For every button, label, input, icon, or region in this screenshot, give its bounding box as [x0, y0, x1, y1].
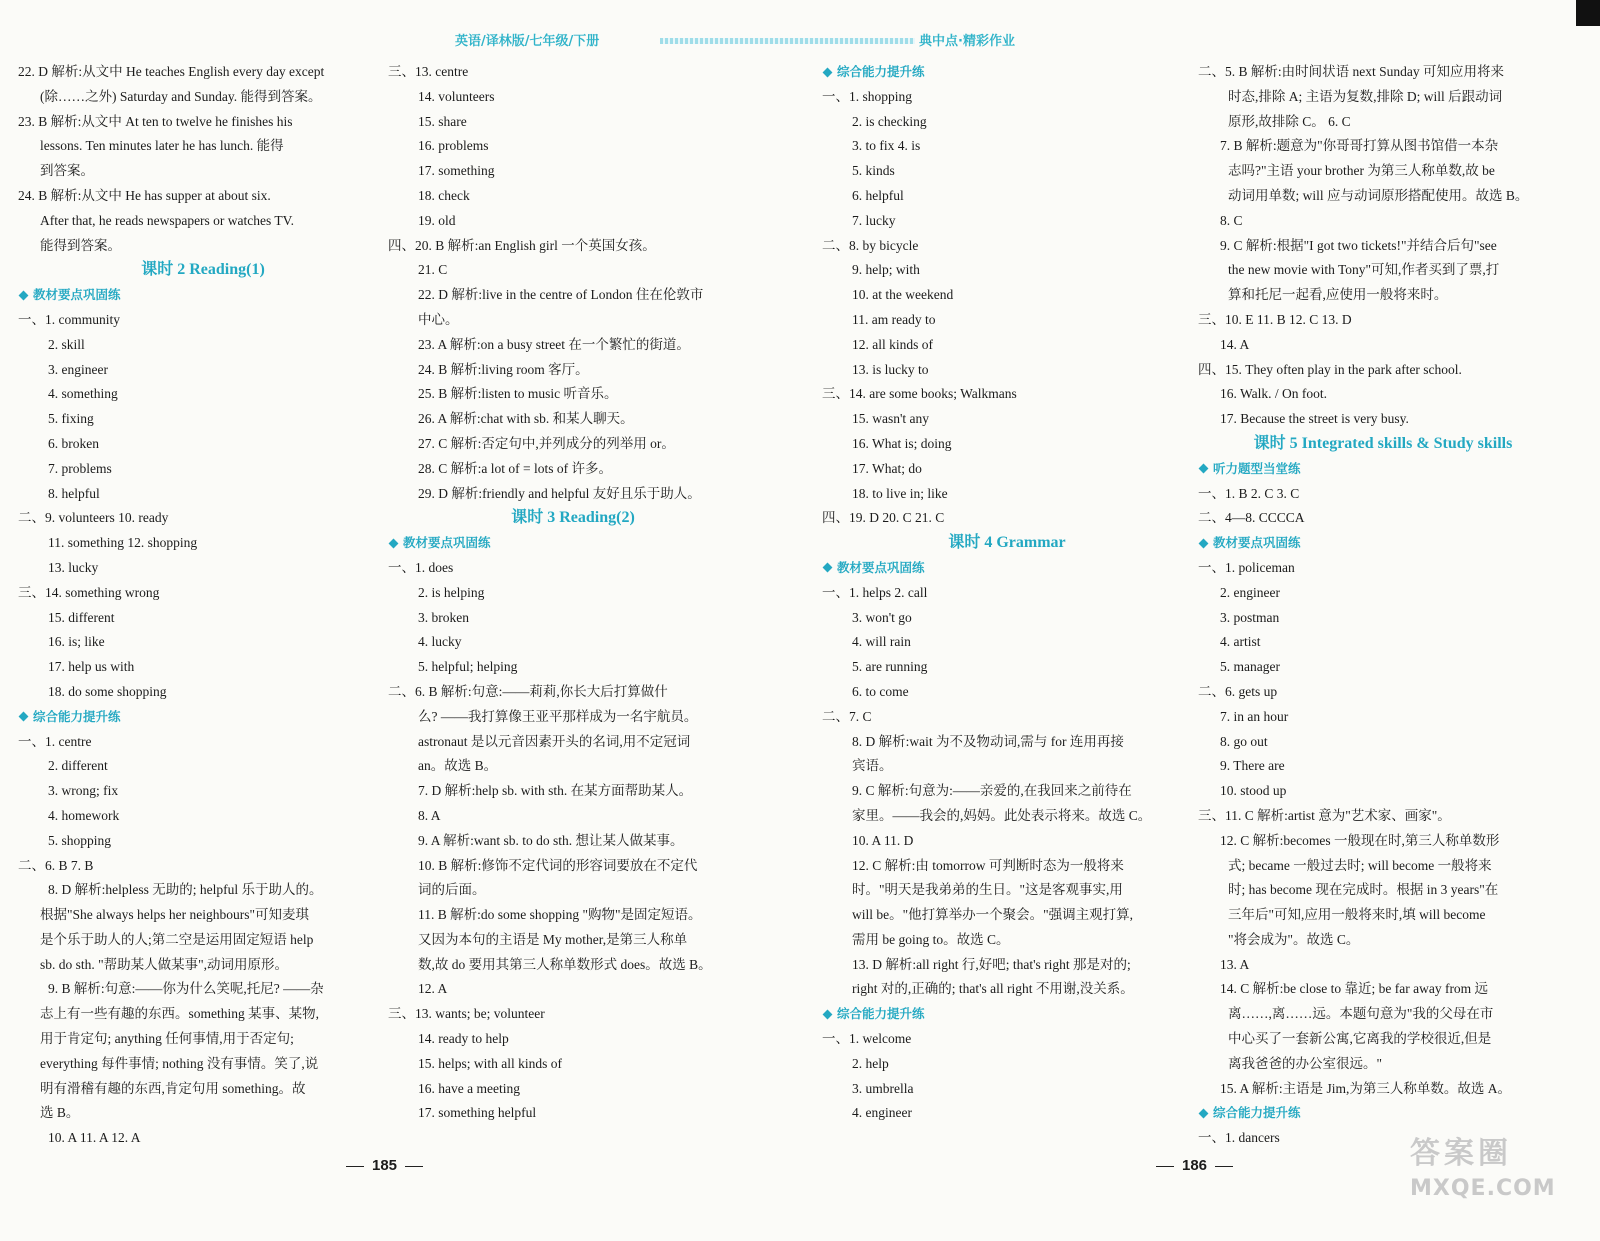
answer-line: 13. A — [1220, 956, 1250, 972]
answer-line: 二、9. volunteers 10. ready — [18, 510, 169, 526]
answer-line: 4. engineer — [852, 1105, 912, 1121]
answer-line: 又因为本句的主语是 My mother,是第三人称单 — [418, 931, 688, 947]
answer-line: 5. kinds — [852, 163, 895, 179]
answer-line: 家里。——我会的,妈妈。此处表示将来。故选 C。 — [852, 807, 1152, 823]
answer-line: 10. at the weekend — [852, 287, 954, 303]
answer-line: 22. D 解析:从文中 He teaches English every day except — [18, 64, 325, 79]
answer-line: 4. homework — [48, 807, 120, 823]
answer-line: 二、6. B 解析:句意:——莉莉,你长大后打算做什 — [388, 683, 668, 699]
answer-line: 二、7. C — [822, 708, 872, 724]
answer-line: 26. A 解析:chat with sb. 和某人聊天。 — [418, 411, 634, 427]
answer-line: 27. C 解析:否定句中,并列成分的列举用 or。 — [418, 435, 675, 451]
answer-line: 16. Walk. / On foot. — [1220, 386, 1328, 402]
answer-line: 三、13. centre — [388, 64, 469, 79]
answer-line: 12. C 解析:becomes 一般现在时,第三人称单数形 — [1220, 832, 1500, 848]
answer-line: 23. A 解析:on a busy street 在一个繁忙的街道。 — [418, 336, 690, 352]
scan-corner-mark — [1576, 0, 1600, 26]
lesson-title: 课时 3 Reading(2) — [511, 509, 635, 527]
answer-line: 11. am ready to — [852, 311, 936, 327]
page-number-185: 185 — [372, 1157, 398, 1174]
answer-line: 8. A — [418, 807, 441, 823]
answer-line: After that, he reads newspapers or watches TV. — [40, 212, 295, 228]
answer-column-4 — [1198, 60, 1568, 1151]
answer-line: 志上有一些有趣的东西。something 某事、某物, — [40, 1006, 319, 1022]
answer-line: everything 每件事情; nothing 没有事情。笑了,说 — [40, 1055, 319, 1071]
answer-line: 宾语。 — [852, 758, 893, 774]
answer-line: 四、19. D 20. C 21. C — [822, 510, 945, 526]
answer-line: 4. will rain — [852, 634, 911, 650]
answer-line: 5. helpful; helping — [418, 659, 518, 675]
answer-line: 一、1. centre — [18, 733, 92, 749]
answer-line: 17. something — [418, 163, 495, 179]
answer-line: 2. engineer — [1220, 584, 1280, 600]
answer-line: 二、4—8. CCCCA — [1198, 510, 1305, 526]
answer-line: 二、5. B 解析:由时间状语 next Sunday 可知应用将来 — [1198, 64, 1504, 79]
answer-line: 28. C 解析:a lot of = lots of 许多。 — [418, 460, 612, 476]
header-decorative-bar — [660, 38, 915, 44]
answer-line: 四、15. They often play in the park after school. — [1198, 361, 1462, 377]
section-heading-text: 教材要点巩固练 — [403, 535, 491, 551]
answer-line: 一、1. shopping — [822, 88, 913, 104]
page-number-186: 186 — [1182, 1157, 1208, 1174]
section-heading-text: 综合能力提升练 — [837, 1006, 925, 1022]
answer-line: 需用 be going to。故选 C。 — [852, 931, 1010, 947]
answer-line: 二、8. by bicycle — [822, 237, 919, 253]
answer-line: 8. D 解析:helpless 无助的; helpful 乐于助人的。 — [48, 882, 323, 898]
answer-line: will be。"他打算举办一个聚会。"强调主观打算, — [852, 907, 1134, 923]
diamond-icon — [1199, 1109, 1209, 1119]
answer-line: 10. B 解析:修饰不定代词的形容词要放在不定代 — [418, 857, 698, 873]
answer-line: 12. C 解析:由 tomorrow 可判断时态为一般将来 — [852, 857, 1124, 873]
answer-line: 17. Because the street is very busy. — [1220, 411, 1409, 427]
answer-line: 8. C — [1220, 212, 1243, 228]
answer-line: 一、1. helps 2. call — [822, 584, 928, 600]
answer-line: 5. shopping — [48, 832, 112, 848]
answer-line: 3. broken — [418, 609, 469, 625]
section-heading — [18, 283, 388, 308]
answer-line: 12. A — [418, 981, 448, 997]
answer-line: 12. all kinds of — [852, 336, 933, 352]
answer-line: 11. something 12. shopping — [48, 535, 198, 551]
section-heading — [822, 1002, 1192, 1027]
answer-line: 10. A 11. D — [852, 832, 914, 848]
answer-line: 动词用单数; will 应与动词原形搭配使用。故选 B。 — [1228, 187, 1529, 203]
answer-line: 一、1. policeman — [1198, 559, 1295, 575]
answer-line: 24. B 解析:从文中 He has supper at about six. — [18, 187, 271, 203]
header-series: 典中点·精彩作业 — [919, 34, 1015, 49]
lesson-title: 课时 5 Integrated skills & Study skills — [1253, 434, 1513, 452]
answer-line: 三年后"可知,应用一般将来时,填 will become — [1228, 907, 1486, 923]
answer-line: 原形,故排除 C。 6. C — [1228, 113, 1351, 129]
answer-line: 四、20. B 解析:an English girl 一个英国女孩。 — [388, 237, 656, 253]
answer-line: 5. fixing — [48, 411, 94, 427]
answer-line: 式; became 一般过去时; will become 一般将来 — [1228, 857, 1492, 873]
answer-line: 6. helpful — [852, 187, 904, 203]
answer-line: 么? ——我打算像王亚平那样成为一名宇航员。 — [418, 708, 698, 724]
section-heading-text: 教材要点巩固练 — [837, 559, 925, 575]
answer-line: an。故选 B。 — [418, 758, 498, 774]
header-subject: 英语/译林版/七年级/下册 — [455, 34, 600, 49]
answer-line: 15. A 解析:主语是 Jim,为第三人称单数。故选 A。 — [1220, 1080, 1512, 1096]
answer-line: 3. won't go — [852, 609, 912, 625]
answer-line: right 对的,正确的; that's all right 不用谢,没关系。 — [852, 981, 1134, 997]
answer-line: 15. wasn't any — [852, 411, 930, 427]
answer-line: 一、1. B 2. C 3. C — [1198, 485, 1300, 501]
answer-line: 3. umbrella — [852, 1080, 914, 1096]
answer-line: 24. B 解析:living room 客厅。 — [418, 361, 589, 377]
answer-line: 22. D 解析:live in the centre of London 住在伦敦市 — [418, 287, 704, 303]
answer-line: 16. is; like — [48, 634, 105, 650]
diamond-icon — [1199, 538, 1209, 548]
answer-line: 5. are running — [852, 659, 928, 675]
answer-line: 三、14. are some books; Walkmans — [822, 386, 1017, 402]
diamond-icon — [1199, 464, 1209, 474]
section-heading-text: 综合能力提升练 — [1213, 1105, 1301, 1121]
answer-line: 二、6. gets up — [1198, 683, 1278, 699]
page-number-left — [338, 1157, 431, 1174]
answer-line: 一、1. does — [388, 559, 454, 575]
answer-line: 2. is checking — [852, 113, 927, 129]
answer-line: 二、6. B 7. B — [18, 857, 94, 873]
answer-line: 2. help — [852, 1055, 889, 1071]
diamond-icon — [823, 67, 833, 77]
answer-line: 7. problems — [48, 460, 112, 476]
answer-line: 选 B。 — [40, 1105, 80, 1121]
answer-line: 6. to come — [852, 683, 909, 699]
section-heading-text: 综合能力提升练 — [837, 64, 925, 79]
answer-line: 离……,离……远。本题句意为"我的父母在市 — [1228, 1006, 1494, 1022]
answer-line: 是个乐于助人的人;第二空是运用固定短语 help — [40, 931, 314, 947]
diamond-icon — [823, 563, 833, 573]
section-heading — [1198, 457, 1568, 482]
section-heading — [822, 556, 1192, 581]
answer-line: 9. help; with — [852, 262, 920, 278]
answer-line: 10. stood up — [1220, 783, 1287, 799]
answer-line: 4. something — [48, 386, 118, 402]
page-number-right — [1148, 1157, 1241, 1174]
answer-column-2 — [388, 60, 758, 1126]
answer-line: 9. C 解析:句意为:——亲爱的,在我回来之前待在 — [852, 783, 1132, 799]
section-heading — [18, 705, 388, 730]
answer-line: 2. different — [48, 758, 108, 774]
lesson-title: 课时 4 Grammar — [948, 534, 1066, 552]
answer-line: 13. D 解析:all right 行,好吧; that's right 那是对的; — [852, 956, 1131, 972]
answer-line: 13. is lucky to — [852, 361, 929, 377]
lesson-title: 课时 2 Reading(1) — [141, 261, 265, 279]
answer-line: 17. help us with — [48, 659, 135, 675]
answer-line: 6. broken — [48, 435, 99, 451]
answer-line: 18. do some shopping — [48, 683, 167, 699]
answer-column-3 — [822, 60, 1192, 1126]
answer-line: 9. A 解析:want sb. to do sth. 想让某人做某事。 — [418, 832, 684, 848]
answer-line: 三、14. something wrong — [18, 584, 160, 600]
answer-line: 7. B 解析:题意为"你哥哥打算从图书馆借一本杂 — [1220, 138, 1499, 154]
section-heading-text: 教材要点巩固练 — [33, 287, 121, 303]
answer-line: 8. D 解析:wait 为不及物动词,需与 for 连用再接 — [852, 733, 1124, 749]
answer-line: 三、10. E 11. B 12. C 13. D — [1198, 311, 1352, 327]
answer-line: 到答案。 — [40, 163, 94, 179]
section-heading — [822, 60, 1192, 85]
section-heading-text: 综合能力提升练 — [33, 708, 121, 724]
answer-line: 算和托尼一起看,应使用一般将来时。 — [1228, 287, 1448, 303]
answer-line: 11. B 解析:do some shopping "购物"是固定短语。 — [418, 907, 702, 923]
answer-line: 三、11. C 解析:artist 意为"艺术家、画家"。 — [1198, 807, 1451, 823]
answer-line: 3. wrong; fix — [48, 783, 119, 799]
answer-line: 29. D 解析:friendly and helpful 友好且乐于助人。 — [418, 485, 701, 501]
answer-column-1 — [18, 60, 388, 1151]
answer-line: (除……之外) Saturday and Sunday. 能得到答案。 — [40, 88, 322, 104]
answer-line: 5. manager — [1220, 659, 1280, 675]
answer-line: 15. different — [48, 609, 115, 625]
answer-line: 21. C — [418, 262, 448, 278]
answer-line: 18. check — [418, 187, 470, 203]
section-heading — [388, 531, 758, 556]
answer-line: 词的后面。 — [418, 882, 486, 898]
answer-line: 19. old — [418, 212, 456, 228]
answer-line: lessons. Ten minutes later he has lunch. 能得 — [40, 138, 284, 154]
answer-line: 18. to live in; like — [852, 485, 948, 501]
answer-line: 3. to fix 4. is — [852, 138, 921, 154]
answer-line: 一、1. community — [18, 311, 120, 327]
diamond-icon — [19, 290, 29, 300]
answer-line: 10. A 11. A 12. A — [48, 1130, 141, 1146]
answer-line: 三、13. wants; be; volunteer — [388, 1006, 545, 1022]
answer-line: 一、1. welcome — [822, 1031, 912, 1047]
answer-line: 时。"明天是我弟弟的生日。"这是客观事实,用 — [852, 882, 1123, 898]
answer-line: the new movie with Tony"可知,作者买到了票,打 — [1228, 262, 1500, 278]
answer-line: 7. in an hour — [1220, 708, 1289, 724]
answer-line: 根据"She always helps her neighbours"可知麦琪 — [40, 907, 309, 923]
section-heading-text: 听力题型当堂练 — [1213, 460, 1301, 476]
answer-line: 时; has become 现在完成时。根据 in 3 years"在 — [1228, 882, 1499, 898]
answer-line: 8. helpful — [48, 485, 100, 501]
section-heading-text: 教材要点巩固练 — [1213, 535, 1301, 551]
answer-line: 17. something helpful — [418, 1105, 537, 1121]
answer-line: 4. lucky — [418, 634, 462, 650]
answer-line: 4. artist — [1220, 634, 1261, 650]
answer-line: 3. engineer — [48, 361, 108, 377]
answer-line: 14. C 解析:be close to 靠近; be far away from 远 — [1220, 981, 1489, 997]
diamond-icon — [389, 538, 399, 548]
answer-line: 14. ready to help — [418, 1031, 509, 1047]
answer-line: 16. have a meeting — [418, 1080, 520, 1096]
watermark-url: MXQE.COM — [1410, 1176, 1556, 1201]
answer-line: 16. problems — [418, 138, 489, 154]
answer-line: 7. lucky — [852, 212, 896, 228]
watermark-logo — [1402, 1128, 1570, 1206]
answer-line: 2. skill — [48, 336, 85, 352]
answer-line: 13. lucky — [48, 559, 99, 575]
answer-line: 9. C 解析:根据"I got two tickets!"并结合后句"see — [1220, 237, 1497, 253]
section-heading — [1198, 531, 1568, 556]
answer-line: sb. do sth. "帮助某人做某事",动词用原形。 — [40, 956, 289, 972]
diamond-icon — [823, 1009, 833, 1019]
answer-line: 14. volunteers — [418, 88, 495, 104]
answer-line: 离我爸爸的办公室很远。" — [1228, 1055, 1383, 1071]
answer-line: 15. share — [418, 113, 467, 129]
diamond-icon — [19, 712, 29, 722]
answer-line: 25. B 解析:listen to music 听音乐。 — [418, 386, 618, 402]
answer-line: 志吗?"主语 your brother 为第三人称单数,故 be — [1228, 163, 1495, 179]
answer-line: 14. A — [1220, 336, 1250, 352]
answer-line: 17. What; do — [852, 460, 922, 476]
running-header — [455, 30, 1015, 48]
answer-line: 23. B 解析:从文中 At ten to twelve he finishes his — [18, 113, 293, 129]
answer-line: 中心。 — [418, 311, 459, 327]
answer-line: 7. D 解析:help sb. with sth. 在某方面帮助某人。 — [418, 783, 693, 799]
answer-line: 9. B 解析:句意:——你为什么笑呢,托尼? ——杂 — [48, 981, 324, 997]
answer-line: "将会成为"。故选 C。 — [1228, 931, 1360, 947]
answer-line: astronaut 是以元音因素开头的名词,用不定冠词 — [418, 733, 691, 749]
answer-line: 16. What is; doing — [852, 435, 952, 451]
answer-line: 时态,排除 A; 主语为复数,排除 D; will 后跟动词 — [1228, 88, 1503, 104]
answer-line: 8. go out — [1220, 733, 1268, 749]
answer-line: 2. is helping — [418, 584, 485, 600]
answer-line: 一、1. dancers — [1198, 1130, 1280, 1146]
answer-line: 中心买了一套新公寓,它离我的学校很近,但是 — [1228, 1031, 1492, 1047]
answer-line: 15. helps; with all kinds of — [418, 1055, 562, 1071]
answer-line: 数,故 do 要用其第三人称单数形式 does。故选 B。 — [418, 956, 712, 972]
answer-line: 3. postman — [1220, 609, 1280, 625]
answer-line: 能得到答案。 — [40, 237, 121, 253]
answer-line: 明有滑稽有趣的东西,肯定句用 something。故 — [40, 1080, 306, 1096]
answer-line: 用于肯定句; anything 任何事情,用于否定句; — [40, 1031, 294, 1047]
section-heading — [1198, 1101, 1568, 1126]
watermark-text: 答案圈 — [1410, 1136, 1512, 1171]
answer-line: 9. There are — [1220, 758, 1285, 774]
